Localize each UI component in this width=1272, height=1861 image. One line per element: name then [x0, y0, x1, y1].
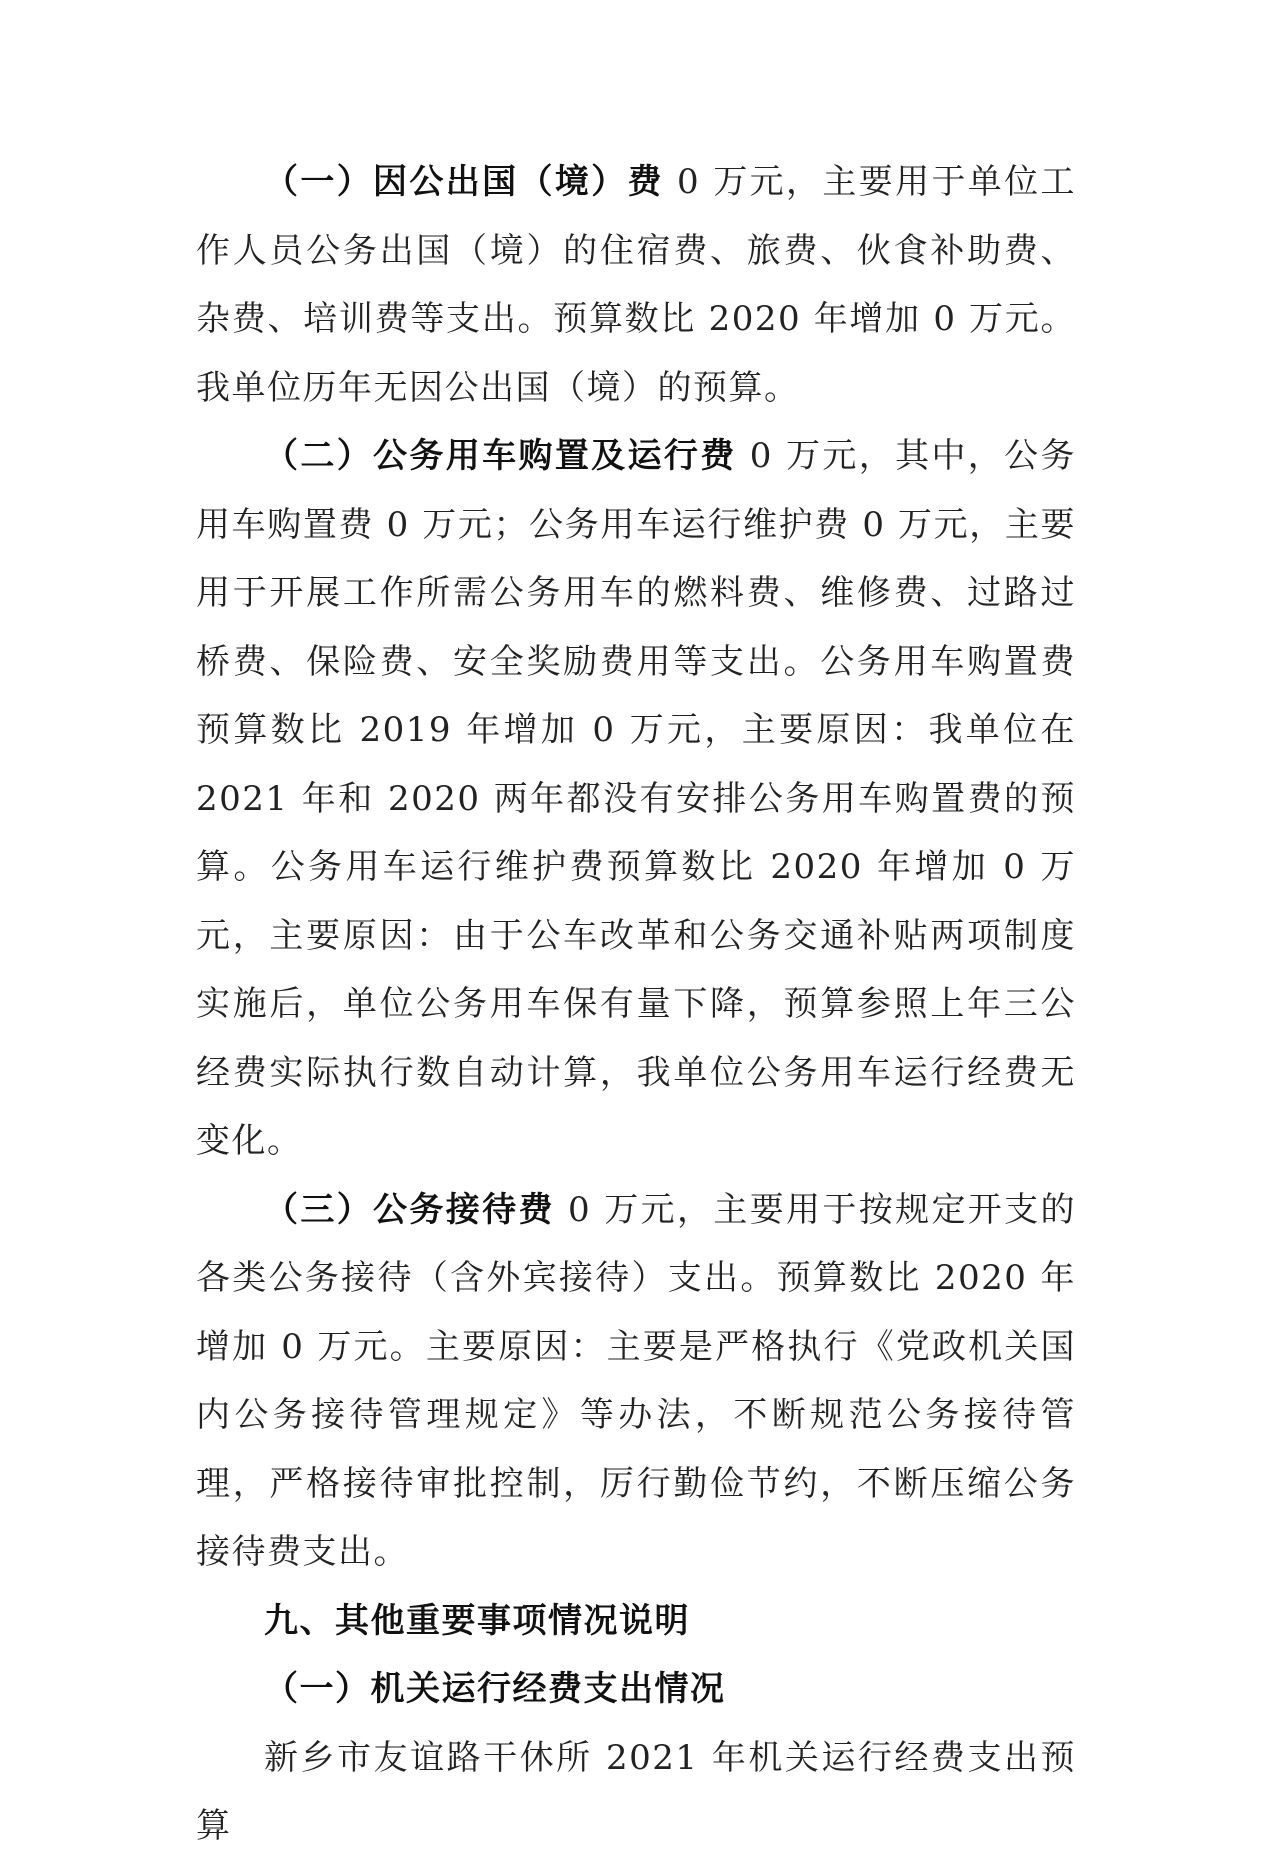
paragraph-text: 0 万元，主要用于按规定开支的各类公务接待（含外宾接待）支出。预算数比 2020 年增加 0 万元。主要原因：主要是严格执行《党政机关国内公务接待管理规定》等办法，不断规范公务接待管理，严格接待审批控制，厉行勤俭节约，不断压缩公务接待费支出。 [196, 1189, 1077, 1572]
section-heading: 九、其他重要事项情况说明 [264, 1600, 690, 1641]
paragraph-operating-expense: 新乡市友谊路干休所 2021 年机关运行经费支出预算 [196, 1737, 1076, 1846]
subsection-heading: （一）机关运行经费支出情况 [264, 1669, 726, 1709]
paragraph-title: （三）公务接待费 [264, 1189, 555, 1230]
paragraph-title: （二）公务用车购置及运行费 [264, 436, 737, 476]
paragraph-title: （一）因公出国（境）费 [264, 162, 664, 202]
paragraph-text: 0 万元，主要用于单位工作人员公务出国（境）的住宿费、旅费、伙食补助费、杂费、培训费等支出。预算数比 2020 年增加 0 万元。我单位历年无因公出国（境）的预算。 [196, 162, 1076, 408]
paragraph-text: 0 万元，其中，公务用车购置费 0 万元；公务用车运行维护费 0 万元，主要用于开展工作所需公务用车的燃料费、维修费、过路过桥费、保险费、安全奖励费用等支出。公务用车购置费预算数比 2019 年增加 0 万元，主要原因：我单位在 2021 年和 2020 两年都没有安排公务用车购置费的预算。公务用车运行维护费预算数比 2020 年增加 0 万元，主要原因：由于公车改革和公务交通补贴两项制度实施后，单位公务用车保有量下降，预算参照上年三公经费实际执行数自动计算，我单位公务用车运行经费无变化。 [196, 436, 1077, 1161]
paragraph-official-reception-expense [196, 1176, 1076, 1587]
paragraph-overseas-travel-expense [196, 148, 1076, 422]
document-body [196, 148, 1076, 1861]
paragraph-official-vehicle-expense [196, 422, 1076, 1176]
